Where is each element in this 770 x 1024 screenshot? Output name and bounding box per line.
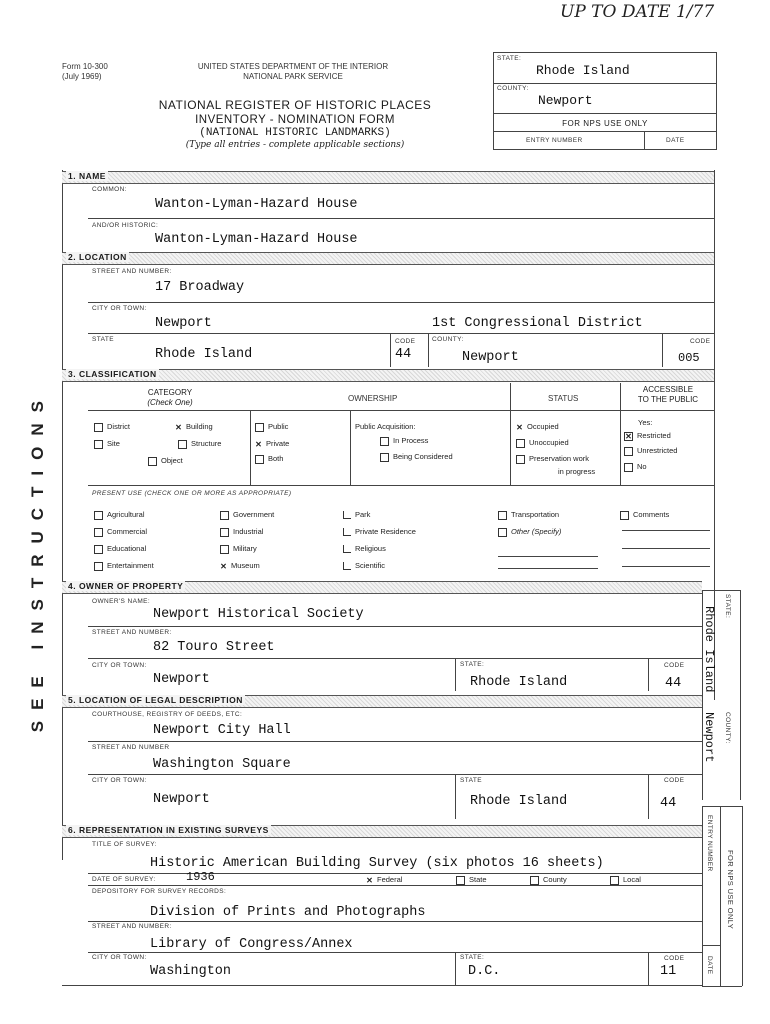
owner-street: 82 Touro Street <box>153 640 275 655</box>
section-name-heading: 1. NAME <box>62 171 714 184</box>
owner-code: 44 <box>665 676 682 691</box>
courthouse: Newport City Hall <box>153 723 291 738</box>
legal-street-label: STREET AND NUMBER <box>92 744 170 751</box>
survey-city-label: CITY OR TOWN: <box>92 954 147 961</box>
ownership-public[interactable]: Public <box>255 422 288 432</box>
form-title <box>130 98 460 150</box>
state-value: Rhode Island <box>536 63 630 78</box>
ownership-private[interactable]: ✕ Private <box>255 439 290 449</box>
city-value: Newport <box>155 316 212 331</box>
form-number: Form 10-300 <box>62 62 108 71</box>
state-label-2: STATE <box>92 336 114 343</box>
use-commercial[interactable]: Commercial <box>94 527 147 537</box>
status-header: STATUS <box>548 394 579 403</box>
depository: Division of Prints and Photographs <box>150 905 426 920</box>
survey-state[interactable]: State <box>456 875 487 885</box>
use-government[interactable]: Government <box>220 510 274 520</box>
entry-number-label: ENTRY NUMBER <box>526 137 583 144</box>
status-preservation[interactable]: Preservation work <box>516 454 589 464</box>
agency-service: NATIONAL PARK SERVICE <box>243 72 343 81</box>
title-line2: INVENTORY - NOMINATION FORM <box>195 114 395 126</box>
access-no[interactable]: No <box>624 462 647 472</box>
state-code-label: CODE <box>395 338 416 345</box>
courthouse-label: COURTHOUSE, REGISTRY OF DEEDS, ETC: <box>92 711 243 718</box>
use-museum[interactable]: ✕ Museum <box>220 561 260 571</box>
survey-state-label: STATE: <box>460 954 485 961</box>
owner-state-label: STATE: <box>460 661 485 668</box>
agency <box>168 62 418 82</box>
city-label: CITY OR TOWN: <box>92 305 147 312</box>
legal-state-label: STATE <box>460 777 482 784</box>
survey-street: Library of Congress/Annex <box>150 937 353 952</box>
title-line4: (Type all entries - complete applicable sections) <box>185 140 405 150</box>
ownership-header: OWNERSHIP <box>348 394 398 403</box>
see-instructions: SEE INSTRUCTIONS <box>28 390 47 733</box>
historic-label: AND/OR HISTORIC: <box>92 222 159 229</box>
form-id <box>62 62 108 82</box>
county-code-label: CODE <box>690 338 711 345</box>
legal-code: 44 <box>660 796 677 811</box>
survey-street-label: STREET AND NUMBER: <box>92 923 172 930</box>
survey-code-label: CODE <box>664 955 685 962</box>
side-county: Newport <box>702 712 716 763</box>
owner-city: Newport <box>153 672 210 687</box>
access-unrestricted[interactable]: Unrestricted <box>624 446 677 456</box>
section-legal-heading: 5. LOCATION OF LEGAL DESCRIPTION <box>62 695 702 708</box>
acquisition-in-process[interactable]: In Process <box>380 436 428 446</box>
survey-county[interactable]: County <box>530 875 567 885</box>
legal-street: Washington Square <box>153 757 291 772</box>
legal-city-label: CITY OR TOWN: <box>92 777 147 784</box>
handwritten-note: UP TO DATE 1/77 <box>560 2 715 22</box>
historic-name: Wanton-Lyman-Hazard House <box>155 232 358 247</box>
owner-name-label: OWNER'S NAME: <box>92 598 151 605</box>
state-box <box>493 52 717 150</box>
status-unoccupied[interactable]: Unoccupied <box>516 438 569 448</box>
status-preservation-cont: in progress <box>558 467 596 476</box>
owner-state: Rhode Island <box>470 675 568 690</box>
street-value: 17 Broadway <box>155 280 245 295</box>
common-name: Wanton-Lyman-Hazard House <box>155 197 358 212</box>
use-other[interactable]: Other (Specify) <box>498 527 561 537</box>
state-label: STATE: <box>497 55 522 62</box>
category-object[interactable]: Object <box>148 456 183 466</box>
category-district[interactable]: District <box>94 422 130 432</box>
use-park[interactable]: Park <box>343 510 370 519</box>
survey-date: 1936 <box>186 870 215 884</box>
section-owner-heading: 4. OWNER OF PROPERTY <box>62 581 702 594</box>
title-line3: (NATIONAL HISTORIC LANDMARKS) <box>199 127 391 139</box>
use-military[interactable]: Military <box>220 544 257 554</box>
date-label: DATE <box>666 137 685 144</box>
side-date-label: DATE <box>706 956 713 975</box>
category-structure[interactable]: Structure <box>178 439 221 449</box>
survey-federal[interactable]: ✕ Federal <box>366 875 403 885</box>
category-site[interactable]: Site <box>94 439 120 449</box>
survey-code: 11 <box>660 964 677 979</box>
use-agricultural[interactable]: Agricultural <box>94 510 145 520</box>
side-nps-label: FOR NPS USE ONLY <box>726 850 735 930</box>
survey-date-label: DATE OF SURVEY: <box>92 876 156 883</box>
survey-title: Historic American Building Survey (six photos 16 sheets) <box>150 856 604 871</box>
survey-city: Washington <box>150 964 232 979</box>
section-surveys-heading: 6. REPRESENTATION IN EXISTING SURVEYS <box>62 825 702 838</box>
street-label: STREET AND NUMBER: <box>92 268 172 275</box>
owner-street-label: STREET AND NUMBER: <box>92 629 172 636</box>
survey-local[interactable]: Local <box>610 875 641 885</box>
county-code: 005 <box>678 351 700 365</box>
survey-title-label: TITLE OF SURVEY: <box>92 841 157 848</box>
legal-code-label: CODE <box>664 777 685 784</box>
use-entertainment[interactable]: Entertainment <box>94 561 154 571</box>
accessible-header: ACCESSIBLE TO THE PUBLIC <box>637 385 699 404</box>
side-entry-label: ENTRY NUMBER <box>706 815 713 872</box>
county-label-2: COUNTY: <box>432 336 464 343</box>
public-acquisition-label: Public Acquisition: <box>355 422 416 431</box>
county-value-2: Newport <box>462 350 519 365</box>
county-label: COUNTY: <box>497 85 529 92</box>
common-label: COMMON: <box>92 186 127 193</box>
use-comments[interactable]: Comments <box>620 510 669 520</box>
section-classification-heading: 3. CLASSIFICATION <box>62 369 714 382</box>
use-industrial[interactable]: Industrial <box>220 527 263 537</box>
use-transportation[interactable]: Transportation <box>498 510 559 520</box>
category-building[interactable]: ✕ Building <box>175 422 213 432</box>
side-county-label: COUNTY: <box>724 712 731 744</box>
side-state: Rhode Island <box>702 606 716 693</box>
use-educational[interactable]: Educational <box>94 544 146 554</box>
nps-label: FOR NPS USE ONLY <box>562 119 648 128</box>
use-private-residence[interactable]: Private Residence <box>343 527 416 536</box>
state-code: 44 <box>395 347 412 362</box>
acquisition-being-considered[interactable]: Being Considered <box>380 452 453 462</box>
state-value-2: Rhode Island <box>155 347 253 362</box>
use-scientific[interactable]: Scientific <box>343 561 385 570</box>
present-use-label: PRESENT USE (CHECK ONE OR MORE AS APPROPRIATE) <box>92 490 292 497</box>
access-yes-label: Yes: <box>638 418 653 427</box>
access-restricted[interactable]: ✕ Restricted <box>625 431 671 441</box>
form-date: (July 1969) <box>62 72 102 81</box>
survey-state-value: D.C. <box>468 964 501 979</box>
owner-city-label: CITY OR TOWN: <box>92 662 147 669</box>
owner-name: Newport Historical Society <box>153 607 364 622</box>
agency-dept: UNITED STATES DEPARTMENT OF THE INTERIOR <box>197 62 389 71</box>
category-header: CATEGORY (Check One) <box>147 388 193 407</box>
section-location-heading: 2. LOCATION <box>62 252 714 265</box>
congressional-district: 1st Congressional District <box>432 316 643 331</box>
ownership-both[interactable]: Both <box>255 454 283 464</box>
depository-label: DEPOSITORY FOR SURVEY RECORDS: <box>92 888 227 895</box>
legal-state: Rhode Island <box>470 794 568 809</box>
county-value: Newport <box>538 93 593 108</box>
legal-city: Newport <box>153 792 210 807</box>
owner-code-label: CODE <box>664 662 685 669</box>
use-religious[interactable]: Religious <box>343 544 386 553</box>
side-state-label: STATE: <box>724 594 731 619</box>
status-occupied[interactable]: ✕ Occupied <box>516 422 559 432</box>
title-line1: NATIONAL REGISTER OF HISTORIC PLACES <box>158 98 432 112</box>
